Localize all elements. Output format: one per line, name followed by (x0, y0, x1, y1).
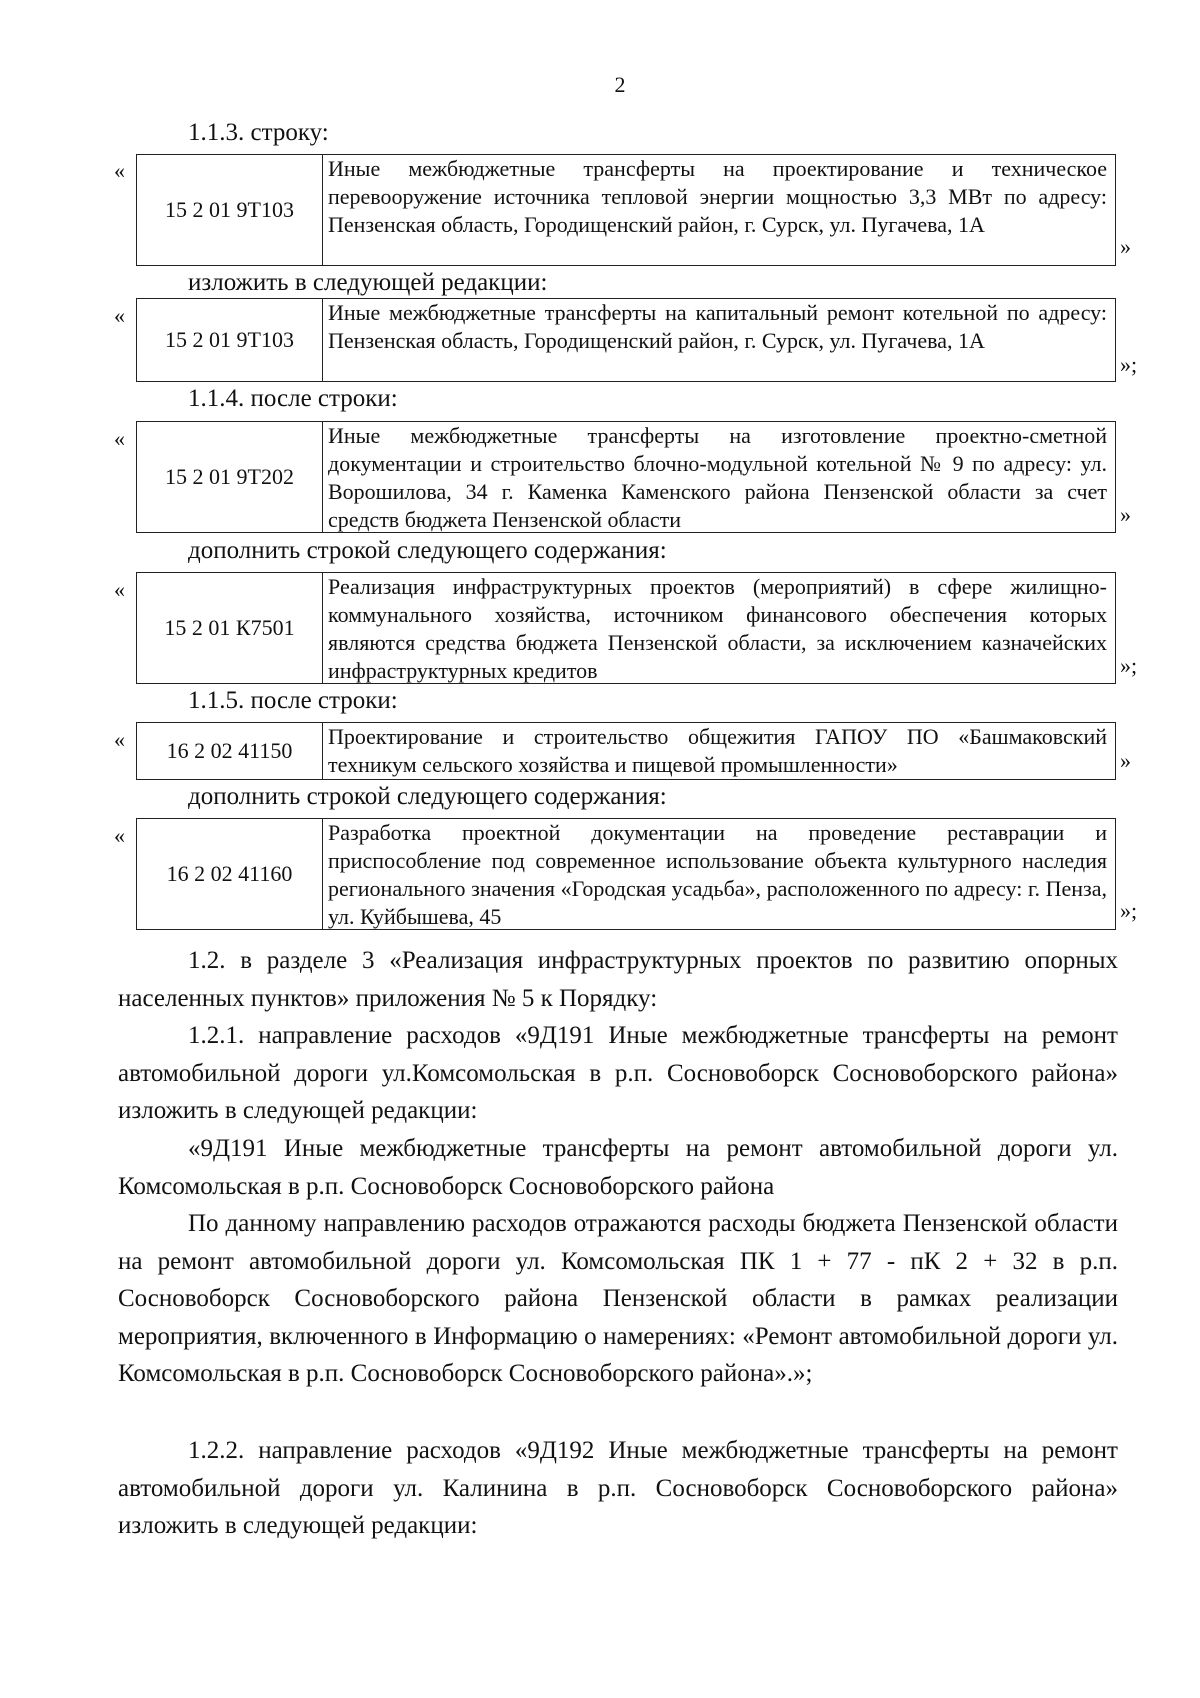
body-paragraph: 1.2. в разделе 3 «Реализация инфраструктурных проектов по развитию опорных населенных пунктов» приложения № 5 к Порядку: (118, 947, 1118, 1012)
section-heading: 1.1.3. строку: (188, 119, 329, 146)
table-row (136, 154, 1116, 266)
table-row (136, 421, 1116, 533)
section-heading: 1.1.5. после строки: (188, 687, 398, 714)
table-row (136, 572, 1116, 684)
expense-code: 16 2 02 41160 (137, 819, 323, 929)
quote-close: » (1120, 234, 1131, 259)
quote-open: « (114, 577, 125, 602)
quote-close: »; (1120, 898, 1138, 923)
expense-code: 16 2 02 41150 (137, 723, 323, 779)
section-heading: изложить в следующей редакции: (188, 269, 548, 296)
body-paragraph: 1.2.1. направление расходов «9Д191 Иные межбюджетные трансферты на ремонт автомобильной дороги ул.Комсомольская в р.п. Сосновоборск Сосновоборского района» изложить в следующей редакции: (118, 1022, 1118, 1124)
body-paragraph: 1.2.2. направление расходов «9Д192 Иные межбюджетные трансферты на ремонт автомобильной дороги ул. Калинина в р.п. Сосновоборск Сосновоборского района» изложить в следующей редакции: (118, 1437, 1118, 1539)
quote-close: » (1120, 748, 1131, 773)
expense-description: Проектирование и строительство общежития ГАПОУ ПО «Башмаковский техникум сельского хозяйства и пищевой промышленности» (328, 724, 1107, 777)
expense-description: Разработка проектной документации на проведение реставрации и приспособление под современное использование объекта культурного наследия регионального значения «Городская усадьба», расположенного по адресу: г. Пенза, ул. Куйбышева, 45 (328, 820, 1107, 929)
expense-description: Иные межбюджетные трансферты на изготовление проектно-сметной документации и строительство блочно-модульной котельной № 9 по адресу: ул. Ворошилова, 34 г. Каменка Каменского района Пензенской области за счет средств бюджета Пензенской области (328, 423, 1107, 532)
body-paragraph: По данному направлению расходов отражаются расходы бюджета Пензенской области на ремонт автомобильной дороги ул. Комсомольская ПК 1 + 77 - пК 2 + 32 в р.п. Сосновоборск Сосновоборского района Пензенской области в рамках реализации мероприятия, включенного в Информацию о намерениях: «Ремонт автомобильной дороги ул. Комсомольская в р.п. Сосновоборск Сосновоборского района».»; (118, 1210, 1118, 1387)
quote-open: « (114, 823, 125, 848)
quote-open: « (114, 303, 125, 328)
quote-close: » (1120, 502, 1131, 527)
expense-description: Иные межбюджетные трансферты на проектирование и техническое перевооружение источника тепловой энергии мощностью 3,3 МВт по адресу: Пензенская область, Городищенский район, г. Сурск, ул. Пугачева, 1А (328, 156, 1107, 237)
expense-code: 15 2 01 9Т103 (137, 155, 323, 265)
expense-code: 15 2 01 9Т103 (137, 299, 323, 381)
quote-open: « (114, 158, 125, 183)
table-row (136, 818, 1116, 930)
expense-code: 15 2 01 К7501 (137, 573, 323, 683)
table-row (136, 298, 1116, 382)
expense-description: Реализация инфраструктурных проектов (мероприятий) в сфере жилищно-коммунального хозяйства, источником финансового обеспечения которых являются средства бюджета Пензенской области, за исключением казначейских инфраструктурных кредитов (328, 574, 1107, 683)
body-paragraph: «9Д191 Иные межбюджетные трансферты на ремонт автомобильной дороги ул. Комсомольская в р.п. Сосновоборск Сосновоборского района (118, 1135, 1118, 1200)
quote-close: »; (1120, 653, 1138, 678)
table-row (136, 722, 1116, 780)
quote-open: « (114, 727, 125, 752)
section-heading: дополнить строкой следующего содержания: (188, 783, 667, 810)
section-heading: 1.1.4. после строки: (188, 385, 398, 412)
section-heading: дополнить строкой следующего содержания: (188, 537, 667, 564)
quote-open: « (114, 426, 125, 451)
quote-close: »; (1120, 352, 1138, 377)
expense-code: 15 2 01 9Т202 (137, 422, 323, 532)
expense-description: Иные межбюджетные трансферты на капитальный ремонт котельной по адресу: Пензенская область, Городищенский район, г. Сурск, ул. Пугачева, 1А (328, 300, 1107, 353)
page-number: 2 (614, 72, 626, 97)
